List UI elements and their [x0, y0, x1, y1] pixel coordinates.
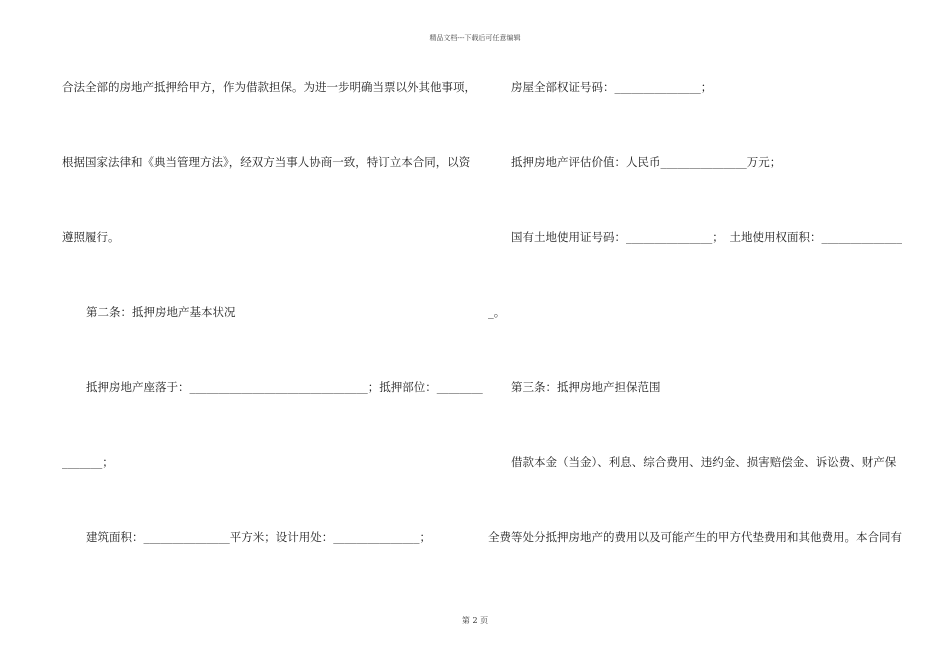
section-heading: 第二条：抵押房地产基本状况: [86, 305, 236, 319]
paragraph-line: 合法全部的房地产抵押给甲方，作为借款担保。为进一步明确当票以外其他事项，: [62, 80, 476, 94]
paragraph-line: 根据国家法律和《典当管理方法》，经双方当事人协商一致，特订立本合同，以资: [62, 155, 471, 169]
paragraph-line: _。: [488, 305, 506, 319]
page-header: 精品文档---下载后可任意编辑: [429, 34, 521, 42]
section-heading: 第三条：抵押房地产担保范围: [511, 380, 661, 394]
paragraph-line: 抵押房地产座落于：_______________________________；抵押部位：________: [86, 380, 483, 394]
paragraph-line: 房屋全部权证号码：_______________；: [511, 80, 713, 94]
page-number: 第 2 页: [461, 616, 489, 625]
paragraph-line: 借款本金（当金）、利息、综合费用、违约金、损害赔偿金、诉讼费、财产保: [511, 455, 897, 469]
paragraph-line: 全费等处分抵押房地产的费用以及可能产生的甲方代垫费用和其他费用。本合同有: [488, 530, 902, 544]
paragraph-line: 建筑面积：_______________平方米；设计用处：_______________；: [86, 530, 431, 544]
paragraph-line: 遵照履行。: [62, 230, 120, 244]
paragraph-line: _______；: [62, 455, 114, 469]
paragraph-line: 国有土地使用证号码：_______________； 土地使用权面积：______________: [511, 230, 902, 244]
paragraph-line: 抵押房地产评估价值：人民币_______________万元；: [511, 155, 782, 169]
